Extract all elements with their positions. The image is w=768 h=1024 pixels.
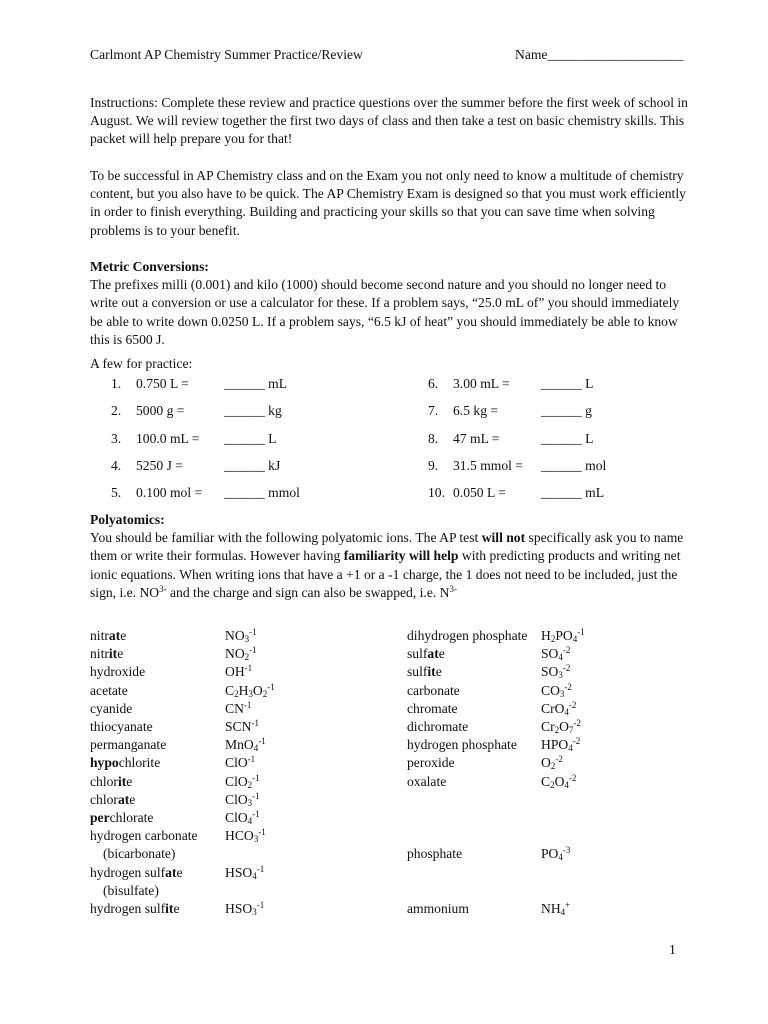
formula-part: NO <box>225 646 245 662</box>
ion-name-emphasis: at <box>165 864 177 880</box>
formula-part: 7 <box>568 725 574 735</box>
ion-name-part: e <box>120 628 127 643</box>
ion-name <box>90 845 175 863</box>
formula-part: 2 <box>550 779 555 790</box>
practice-number: 7. <box>428 403 439 419</box>
formula-part: C <box>225 682 235 698</box>
ion-name <box>90 645 123 663</box>
formula-part: -1 <box>258 736 266 747</box>
ion-name-part: e <box>176 864 183 880</box>
formula-part: 4 <box>568 743 573 754</box>
ion-name-part: hydrogen sulf <box>90 864 166 880</box>
ion-name-part: hydrogen carbonate <box>90 828 198 844</box>
ion-name <box>90 809 153 827</box>
practice-given: 5000 g = <box>136 403 185 419</box>
practice-answer-blank: ______ L <box>224 430 277 446</box>
ion-name <box>90 663 145 681</box>
ion-formula <box>225 809 260 827</box>
ion-name-part: (bicarbonate) <box>103 846 176 862</box>
ion-name-part: chlor <box>90 791 118 807</box>
ion-formula <box>541 663 570 681</box>
formula-part: 4 <box>247 816 253 826</box>
ion-name <box>90 627 126 645</box>
formula-part: 2 <box>550 761 556 772</box>
formula-part: 4 <box>253 743 259 754</box>
ion-name <box>407 845 462 863</box>
ion-formula <box>541 718 581 736</box>
ion-name-emphasis: it <box>108 646 118 662</box>
ion-name-part: sulf <box>407 664 428 680</box>
ion-formula <box>225 754 255 772</box>
formula-part: -1 <box>243 699 252 710</box>
ion-name <box>407 682 460 700</box>
metric-section <box>90 258 690 349</box>
formula-part: -1 <box>251 718 259 728</box>
formula-part: PO <box>541 846 559 862</box>
formula-part: 2 <box>247 779 253 790</box>
formula-part: -2 <box>564 681 572 692</box>
practice-given: 3.00 mL = <box>453 376 510 391</box>
practice-number: 1. <box>111 376 122 391</box>
formula-part: CN <box>225 700 244 716</box>
polyatomics-text: You should be familiar with the following polyatomic ions. The AP test will not specifically ask you to name them or write their formulas. However having familiarity will help with predicting products and writing net ionic equations. When writing ions that have a +1 or a -1 charge, the 1 does not need to be included, just the sign, i.e. $NO^{3-}$ and the charge and sign can also be swapped, i.e. $N^{3-}$ <box>90 530 684 600</box>
ion-formula <box>541 900 570 918</box>
formula-part: ClO <box>225 791 248 807</box>
ion-formula <box>541 682 572 700</box>
ion-name <box>407 754 455 772</box>
ion-name-emphasis: hypo <box>90 755 119 771</box>
formula-part: -1 <box>244 663 253 674</box>
ion-name-part: chromate <box>407 700 458 716</box>
formula-part: -1 <box>267 681 275 692</box>
page-number: 1 <box>669 942 676 957</box>
metric-heading: Metric Conversions: <box>90 259 209 274</box>
formula-part: CO <box>541 682 560 698</box>
ion-formula <box>225 663 252 681</box>
ion-name-part: hydrogen sulf <box>90 901 166 916</box>
formula-part: HSO <box>225 901 253 916</box>
ion-formula <box>541 645 570 663</box>
ion-name <box>90 754 160 772</box>
formula-part: -1 <box>252 772 260 783</box>
ion-name-part: oxalate <box>407 773 447 789</box>
ion-name <box>90 900 180 918</box>
formula-part: HSO <box>225 864 253 880</box>
formula-part: -1 <box>252 790 260 801</box>
practice-answer-blank: ______ mol <box>541 457 607 473</box>
ion-formula <box>225 682 275 700</box>
ion-name <box>90 827 198 845</box>
ion-name-part: e <box>173 901 180 916</box>
ion-formula <box>541 700 576 718</box>
ion-name-part: chlorite <box>118 755 161 771</box>
ion-name-part: thiocyanate <box>90 719 153 734</box>
practice-given: 47 mL = <box>453 430 500 446</box>
practice-number: 2. <box>111 403 122 419</box>
formula-part: 4 <box>564 706 569 717</box>
practice-given: 0.750 L = <box>136 376 189 391</box>
formula-part: -2 <box>573 718 581 728</box>
formula-part: SO <box>541 664 559 680</box>
formula-part: 2 <box>234 688 239 699</box>
ion-name <box>90 700 132 718</box>
polyatomics-heading: Polyatomics: <box>90 512 165 527</box>
formula-part: H <box>541 628 551 643</box>
ion-name-emphasis: at <box>117 791 130 807</box>
formula-part: ClO <box>225 773 248 789</box>
formula-part: 3 <box>559 688 565 699</box>
ion-name <box>407 700 458 718</box>
ion-name <box>90 718 153 736</box>
formula-part: SO <box>541 646 559 662</box>
formula-part: HPO <box>541 737 569 753</box>
ion-name-part: dihydrogen phosphate <box>407 628 528 643</box>
ion-name-part: e <box>435 664 442 680</box>
ion-formula <box>225 700 251 718</box>
formula-part: 3 <box>248 688 253 699</box>
formula-part: -2 <box>568 772 577 783</box>
formula-part: 2 <box>262 688 268 699</box>
page-title: Carlmont AP Chemistry Summer Practice/Review <box>90 47 363 62</box>
instructions-paragraph: Instructions: Complete these review and practice questions over the summer before the first week of school in August. We will review together the first two days of class and then take a test on basic chemistry skills. This packet will help prepare you for that! <box>90 95 688 147</box>
formula-part: 3 <box>247 797 253 808</box>
practice-number: 3. <box>111 430 122 446</box>
practice-answer-blank: ______ mmol <box>224 485 300 501</box>
ion-name-part: ammonium <box>407 901 469 916</box>
ion-name-part: sulf <box>407 646 428 662</box>
formula-part: + <box>565 900 571 910</box>
ion-name <box>90 791 135 809</box>
polyatomics-section <box>90 511 690 602</box>
ion-name-part: chlorate <box>109 810 154 825</box>
ion-name-part: dichromate <box>407 719 469 734</box>
practice-label: A few for practice: <box>90 356 193 371</box>
formula-part: 4 <box>572 634 578 644</box>
ion-name-part: permanganate <box>90 737 167 753</box>
formula-part: ClO <box>225 810 248 825</box>
practice-given: 6.5 kg = <box>453 403 499 419</box>
ion-name-emphasis: it <box>117 773 127 789</box>
formula-part: -2 <box>555 754 563 765</box>
practice-answer-blank: ______ mL <box>224 376 288 391</box>
ion-name <box>407 718 468 736</box>
formula-part: ClO <box>225 755 248 771</box>
formula-part: 2 <box>244 652 250 663</box>
ion-name <box>407 736 517 754</box>
ion-formula <box>225 645 257 663</box>
ion-formula <box>541 627 585 645</box>
ion-formula <box>225 827 266 845</box>
practice-number: 9. <box>428 457 439 473</box>
practice-number: 8. <box>428 430 439 446</box>
ion-formula <box>225 791 260 809</box>
formula-part: CrO <box>541 700 565 716</box>
ion-formula <box>541 845 570 863</box>
ion-name-part: e <box>438 646 445 662</box>
formula-part: 3 <box>253 834 259 845</box>
ion-name-emphasis: it <box>427 664 436 680</box>
practice-given: 0.050 L = <box>453 485 506 501</box>
formula-part: -1 <box>247 754 256 765</box>
ion-name-part: e <box>129 791 136 807</box>
ion-name <box>90 882 159 900</box>
formula-part: O <box>252 682 263 698</box>
formula-part: 4 <box>560 907 566 917</box>
formula-part: 3 <box>244 634 250 644</box>
success-paragraph: To be successful in AP Chemistry class and on the Exam you not only need to know a multitude of chemistry content, but you also have to be quick. The AP Chemistry Exam is designed so that you must work efficiently in order to finish everything. Building and practicing your skills so that you can save time when solving problems is to your benefit. <box>90 168 686 238</box>
ion-formula <box>225 773 260 791</box>
ion-name <box>90 682 128 700</box>
ion-name-part: acetate <box>90 682 128 698</box>
ion-name-emphasis: it <box>165 901 174 916</box>
ion-name <box>407 627 527 645</box>
ion-name-part: phosphate <box>407 846 463 862</box>
ion-formula <box>225 864 264 882</box>
ion-name-part: e <box>117 646 124 662</box>
ion-name <box>407 663 442 681</box>
ion-name-part: nitr <box>90 628 109 643</box>
ion-name-part: nitr <box>90 646 109 662</box>
ion-name-part: carbonate <box>407 682 460 698</box>
practice-answer-blank: ______ kJ <box>224 457 281 473</box>
ion-formula <box>225 736 266 754</box>
formula-part: 4 <box>558 652 563 663</box>
practice-number: 6. <box>428 376 439 391</box>
ion-name-part: e <box>126 773 133 789</box>
formula-part: -2 <box>562 645 571 656</box>
ion-name-part: peroxide <box>407 755 455 771</box>
formula-part: O <box>554 773 565 789</box>
formula-part: 4 <box>558 852 563 863</box>
practice-number: 4. <box>111 457 122 473</box>
ion-name <box>407 900 469 918</box>
ion-formula <box>541 754 563 772</box>
practice-number: 5. <box>111 485 122 501</box>
formula-part: Cr <box>541 719 555 734</box>
formula-part: HCO <box>225 828 254 844</box>
formula-part: -1 <box>252 809 260 819</box>
practice-given: 5250 J = <box>136 457 183 473</box>
formula-part: H <box>238 682 249 698</box>
ion-formula <box>541 736 580 754</box>
ion-name-part: hydroxide <box>90 664 146 680</box>
formula-part: PO <box>555 628 573 643</box>
practice-answer-blank: ______ kg <box>224 403 282 419</box>
ion-name-emphasis: per <box>90 810 110 825</box>
ion-formula <box>541 773 576 791</box>
ion-name-emphasis: at <box>427 646 439 662</box>
practice-given: 31.5 mmol = <box>453 457 523 473</box>
formula-part: 3 <box>252 907 257 917</box>
practice-answer-blank: ______ g <box>541 403 592 419</box>
formula-part: NH <box>541 901 561 916</box>
practice-answer-blank: ______ L <box>541 376 594 391</box>
formula-part: -1 <box>256 900 265 910</box>
formula-part: O <box>541 755 551 771</box>
name-field: Name____________________ <box>515 47 684 62</box>
ion-name-part: (bisulfate) <box>103 882 159 898</box>
formula-part: -1 <box>258 827 266 838</box>
ion-name <box>90 773 132 791</box>
formula-part: OH <box>225 664 245 680</box>
formula-part: -1 <box>256 863 265 874</box>
ion-name <box>90 864 183 882</box>
formula-part: -1 <box>249 645 257 656</box>
ion-name-part: chlor <box>90 773 118 789</box>
ion-name-part: cyanide <box>90 700 133 716</box>
ion-formula <box>225 718 259 736</box>
ion-name <box>407 773 446 791</box>
practice-given: 0.100 mol = <box>136 485 203 501</box>
formula-part: NO <box>225 628 245 643</box>
practice-given: 100.0 mL = <box>136 430 200 446</box>
formula-part: 4 <box>252 870 257 881</box>
formula-part: -2 <box>562 663 571 674</box>
formula-part: 4 <box>564 779 569 790</box>
practice-number: 10. <box>428 485 445 501</box>
formula-part: C <box>541 773 551 789</box>
metric-text: The prefixes milli (0.001) and kilo (1000) should become second nature and you should no longer need to write out a conversion or use a calculator for these. If a problem says, “25.0 mL of” you should immediately be able to write down 0.0250 L. If a problem says, “6.5 kJ of heat” you should immediately be able to know this is 6500 J. <box>90 277 680 347</box>
ion-name-emphasis: at <box>108 628 121 643</box>
practice-answer-blank: ______ mL <box>541 485 605 501</box>
formula-part: 2 <box>554 725 560 735</box>
formula-part: -2 <box>568 699 577 710</box>
formula-part: O <box>559 719 569 734</box>
formula-part: -1 <box>249 627 257 637</box>
formula-part: 2 <box>550 634 556 644</box>
ion-formula <box>225 900 264 918</box>
ion-name <box>90 736 166 754</box>
ion-name <box>407 645 445 663</box>
practice-answer-blank: ______ L <box>541 430 594 446</box>
formula-part: -2 <box>572 736 581 747</box>
ion-formula <box>225 627 257 645</box>
formula-part: 3 <box>558 670 563 681</box>
ion-name-part: hydrogen phosphate <box>407 737 517 753</box>
formula-part: -3 <box>562 845 571 856</box>
formula-part: SCN <box>225 719 252 734</box>
formula-part: -1 <box>577 627 585 637</box>
formula-part: MnO <box>225 737 254 753</box>
